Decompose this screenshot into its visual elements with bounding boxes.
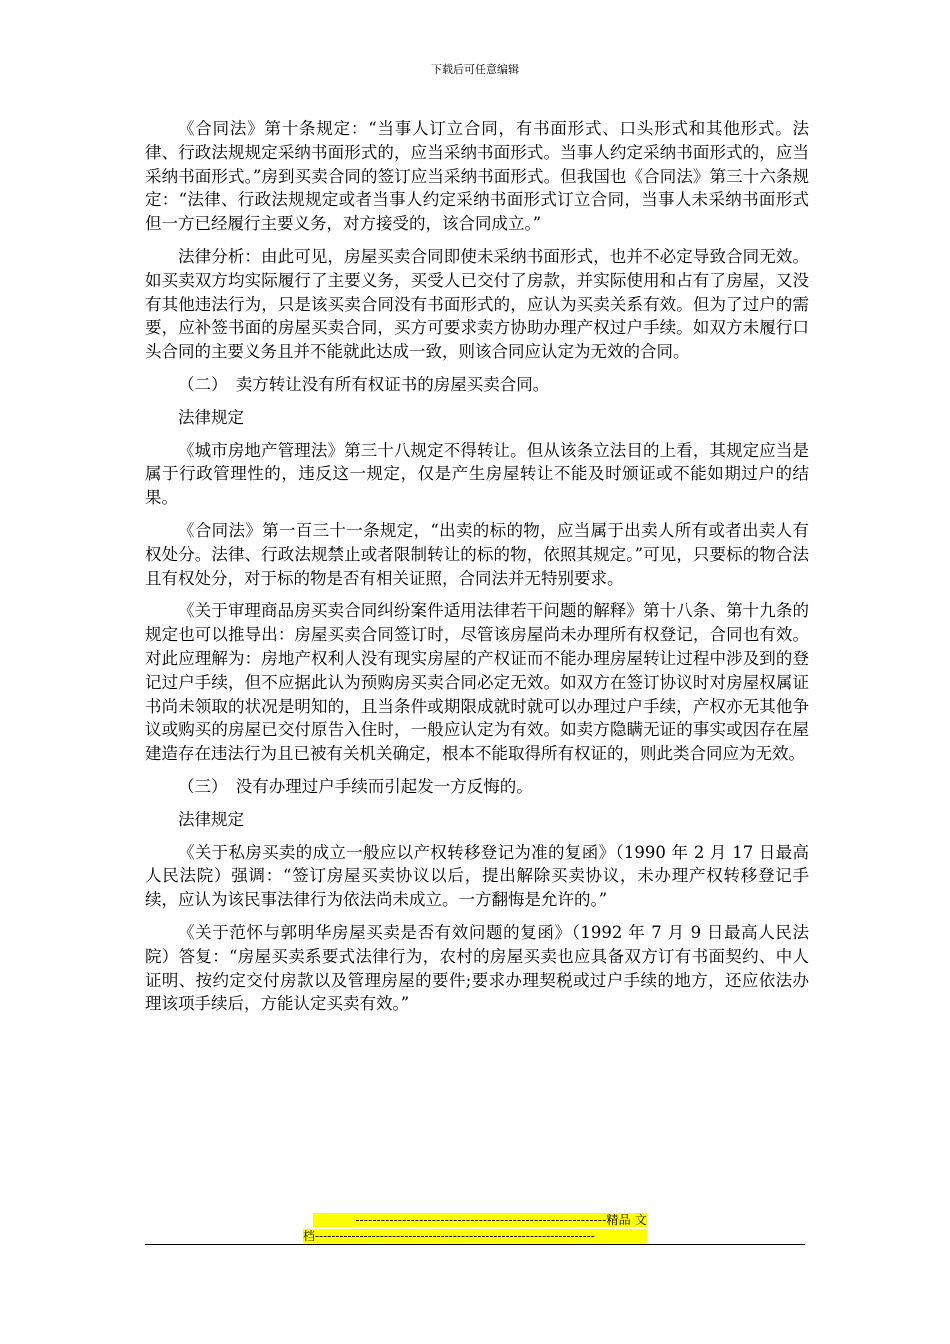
paragraph-contract-law-article-131: 《合同法》第一百三十一条规定，“出卖的标的物，应当属于出卖人所有或者出卖人有权处分。法律、行政法规禁止或者限制转让的标的物，依照其规定。”可见，只要标的物合法且有权处分，对于标的物是否有相关证照，合同法并无特别要求。 <box>145 520 809 588</box>
subheading-legal-provisions: 法律规定 <box>178 407 244 427</box>
document-body <box>145 117 809 1025</box>
section-heading-2: （二） 卖方转让没有所有权证书的房屋买卖合同。 <box>178 374 550 394</box>
footer-divider <box>145 1244 805 1245</box>
footer-highlight-line: -----------------------------------------------------------精品 文 <box>313 1213 647 1227</box>
footer-highlight-line: 档--------------------------------------------------------------------- <box>303 1229 647 1243</box>
paragraph-real-estate-law: 《城市房地产管理法》第三十八规定不得转让。但从该条立法目的上看，其规定应当是属于行政管理性的，违反这一规定，仅是产生房屋转让不能及时颁证或不能如期过户的结果。 <box>145 440 809 508</box>
paragraph-contract-law-article-10: 《合同法》第十条规定：“当事人订立合同，有书面形式、口头形式和其他形式。法律、行政法规规定采纳书面形式的，应当采纳书面形式。当事人约定采纳书面形式的，应当采纳书面形式。”房到买卖合同的签订应当采纳书面形式。但我国也《合同法》第三十六条规定：“法律、行政法规规定或者当事人约定采纳书面形式订立合同，当事人未采纳书面形式但一方已经履行主要义务，对方接受的，该合同成立。” <box>145 119 809 234</box>
page-header: 下载后可任意编辑 <box>431 63 519 76</box>
paragraph-legal-analysis: 法律分析：由此可见，房屋买卖合同即使未采纳书面形式，也并不必定导致合同无效。如买卖双方均实际履行了主要义务，买受人已交付了房款，并实际使用和占有了房屋，又没有其他违法行为，只是该买卖合同没有书面形式的，应认为买卖关系有效。但为了过户的需要，应补签书面的房屋买卖合同，买方可要求卖方协助办理产权过户手续。如双方未履行口头合同的主要义务且并不能就此达成一致，则该合同应认定为无效的合同。 <box>145 246 809 362</box>
paragraph-reply-1990: 《关于私房买卖的成立一般应以产权转移登记为准的复函》（1990 年 2 月 17 日最高人民法院）强调：“签订房屋买卖协议以后，提出解除买卖协议，未办理产权转移登记手续，应认为该民事法律行为依法尚未成立。一方翻悔是允许的。” <box>145 842 809 910</box>
paragraph-judicial-interpretation: 《关于审理商品房买卖合同纠纷案件适用法律若干问题的解释》第十八条、第十九条的规定也可以推导出：房屋买卖合同签订时，尽管该房屋尚未办理所有权登记，合同也有效。对此应理解为：房地产权利人没有现实房屋的产权证而不能办理房屋转让过程中涉及到的登记过户手续，但不应据此认为预购房买卖合同必定无效。如双方在签订协议时对房屋权属证书尚未领取的状况是明知的，且当条件或期限成就时就可以办理过户手续，产权亦无其他争议或购买的房屋已交付原告入住时，一般应认定为有效。如卖方隐瞒无证的事实或因存在屋建造存在违法行为且已被有关机关确定，根本不能取得所有权证的，则此类合同应为无效。 <box>145 601 809 764</box>
section-heading-3: （三） 没有办理过户手续而引起发一方反悔的。 <box>178 776 533 796</box>
paragraph-reply-1992: 《关于范怀与郭明华房屋买卖是否有效问题的复函》（1992 年 7 月 9 日最高人民法院）答复：“房屋买卖系要式法律行为，农村的房屋买卖也应具备双方订有书面契约、中人证明、按约定交付房款以及管理房屋的要件;要求办理契税或过户手续的地方，还应依法办理该项手续后，方能认定买卖有效。” <box>145 922 809 1014</box>
subheading-legal-provisions: 法律规定 <box>178 809 244 829</box>
